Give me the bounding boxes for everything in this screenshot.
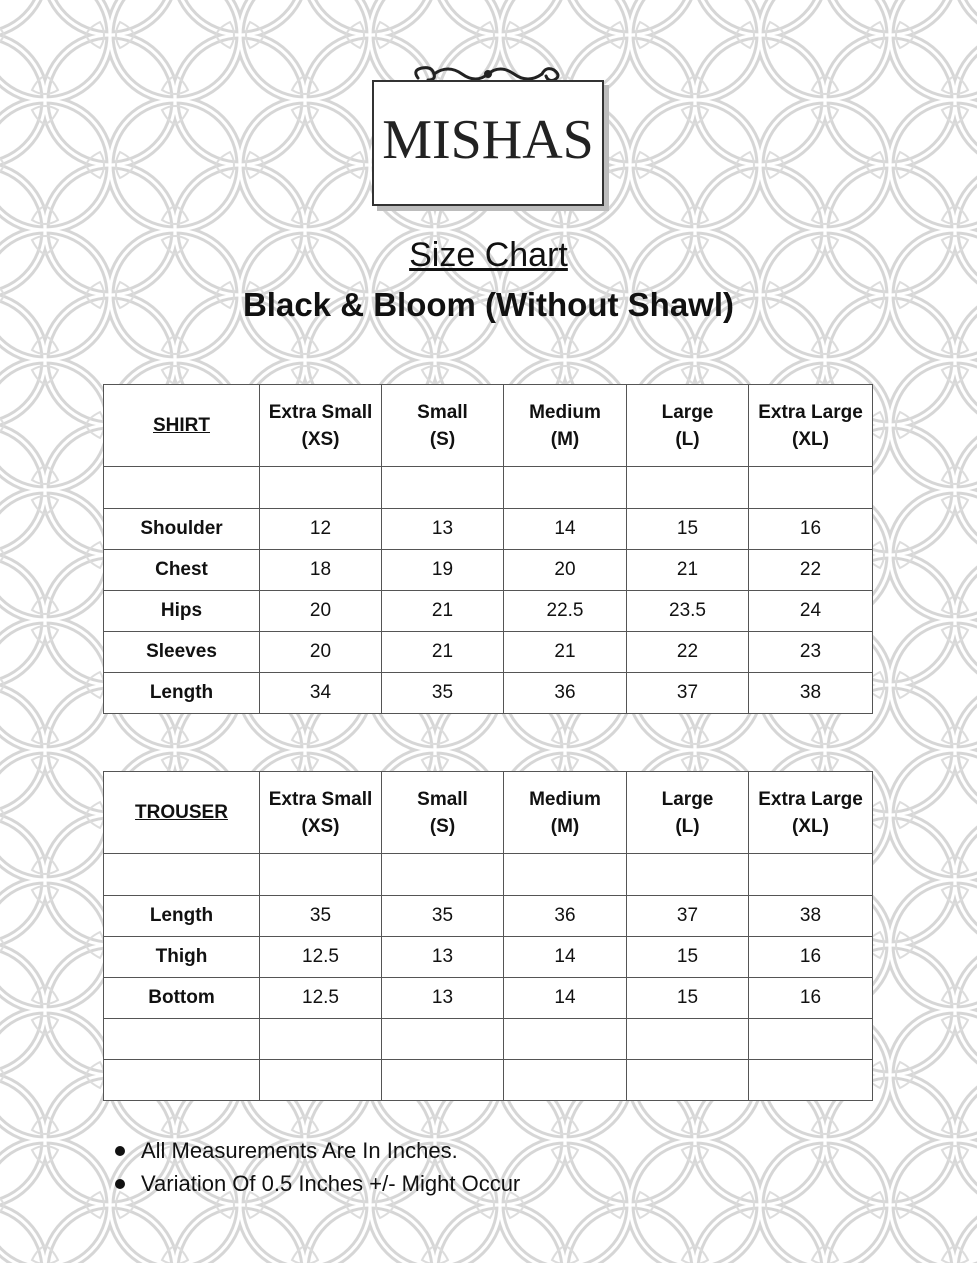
table-cell: 20: [260, 591, 382, 632]
table-cell: 35: [382, 673, 504, 714]
table-cell: 37: [627, 673, 749, 714]
table-cell: 16: [749, 509, 873, 550]
table-cell: 15: [627, 937, 749, 978]
row-label: Thigh: [104, 937, 260, 978]
table-row: [104, 854, 873, 896]
table-row: [104, 1060, 873, 1101]
logo: [372, 80, 604, 206]
table-row: [104, 896, 873, 937]
table-cell: 23.5: [627, 591, 749, 632]
table-cell: 14: [504, 509, 627, 550]
column-header: Large (L): [627, 772, 749, 854]
column-header: Small (S): [382, 385, 504, 467]
page-title: Size Chart: [409, 236, 568, 274]
list-item: All Measurements Are In Inches.: [115, 1134, 520, 1167]
column-header: Medium (M): [504, 772, 627, 854]
table-header-row: [104, 385, 873, 467]
table-row: [104, 978, 873, 1019]
table-row: [104, 467, 873, 509]
table-cell: 21: [382, 632, 504, 673]
column-header: Large (L): [627, 385, 749, 467]
table-cell: 16: [749, 937, 873, 978]
table-corner-label: TROUSER: [104, 772, 260, 854]
table-cell: 21: [627, 550, 749, 591]
table-cell: 13: [382, 937, 504, 978]
page-subtitle: Black & Bloom (Without Shawl): [242, 286, 735, 323]
table-cell: 34: [260, 673, 382, 714]
table-cell: 19: [382, 550, 504, 591]
table-cell: 22: [627, 632, 749, 673]
column-header: Medium (M): [504, 385, 627, 467]
table-cell: 22: [749, 550, 873, 591]
column-header: Extra Large (XL): [749, 385, 873, 467]
table-cell: 20: [504, 550, 627, 591]
table-cell: 12: [260, 509, 382, 550]
table-cell: 12.5: [260, 978, 382, 1019]
column-header: Extra Small (XS): [260, 772, 382, 854]
table-row: [104, 632, 873, 673]
row-label: Length: [104, 896, 260, 937]
table-cell: 36: [504, 896, 627, 937]
bullet-icon: [115, 1179, 125, 1189]
list-item: Variation Of 0.5 Inches +/- Might Occur: [115, 1167, 520, 1200]
table-cell: 37: [627, 896, 749, 937]
table-cell: 13: [382, 509, 504, 550]
table-cell: 12.5: [260, 937, 382, 978]
table-row: [104, 673, 873, 714]
table-row: [104, 509, 873, 550]
table-cell: 36: [504, 673, 627, 714]
row-label: Sleeves: [104, 632, 260, 673]
column-header: Extra Large (XL): [749, 772, 873, 854]
table-cell: 15: [627, 509, 749, 550]
table-header-row: [104, 772, 873, 854]
table-cell: 14: [504, 937, 627, 978]
table-cell: 21: [382, 591, 504, 632]
table-cell: 22.5: [504, 591, 627, 632]
table-cell: 23: [749, 632, 873, 673]
table-row: [104, 550, 873, 591]
table-cell: 13: [382, 978, 504, 1019]
row-label: Bottom: [104, 978, 260, 1019]
table-cell: 35: [382, 896, 504, 937]
shirt-size-table: [103, 384, 873, 714]
brand-name: MISHAS: [382, 109, 594, 171]
row-label: Length: [104, 673, 260, 714]
table-cell: 14: [504, 978, 627, 1019]
table-cell: 38: [749, 673, 873, 714]
row-label: Shoulder: [104, 509, 260, 550]
table-corner-label: SHIRT: [104, 385, 260, 467]
table-cell: 24: [749, 591, 873, 632]
table-row: [104, 1019, 873, 1060]
table-row: [104, 591, 873, 632]
bullet-icon: [115, 1146, 125, 1156]
row-label: Chest: [104, 550, 260, 591]
column-header: Small (S): [382, 772, 504, 854]
column-header: Extra Small (XS): [260, 385, 382, 467]
table-cell: 38: [749, 896, 873, 937]
table-cell: 20: [260, 632, 382, 673]
table-cell: 16: [749, 978, 873, 1019]
table-cell: 21: [504, 632, 627, 673]
table-cell: 18: [260, 550, 382, 591]
table-row: [104, 937, 873, 978]
notes-list: [115, 1134, 520, 1200]
table-cell: 35: [260, 896, 382, 937]
table-cell: 15: [627, 978, 749, 1019]
trouser-size-table: [103, 771, 873, 1101]
row-label: Hips: [104, 591, 260, 632]
